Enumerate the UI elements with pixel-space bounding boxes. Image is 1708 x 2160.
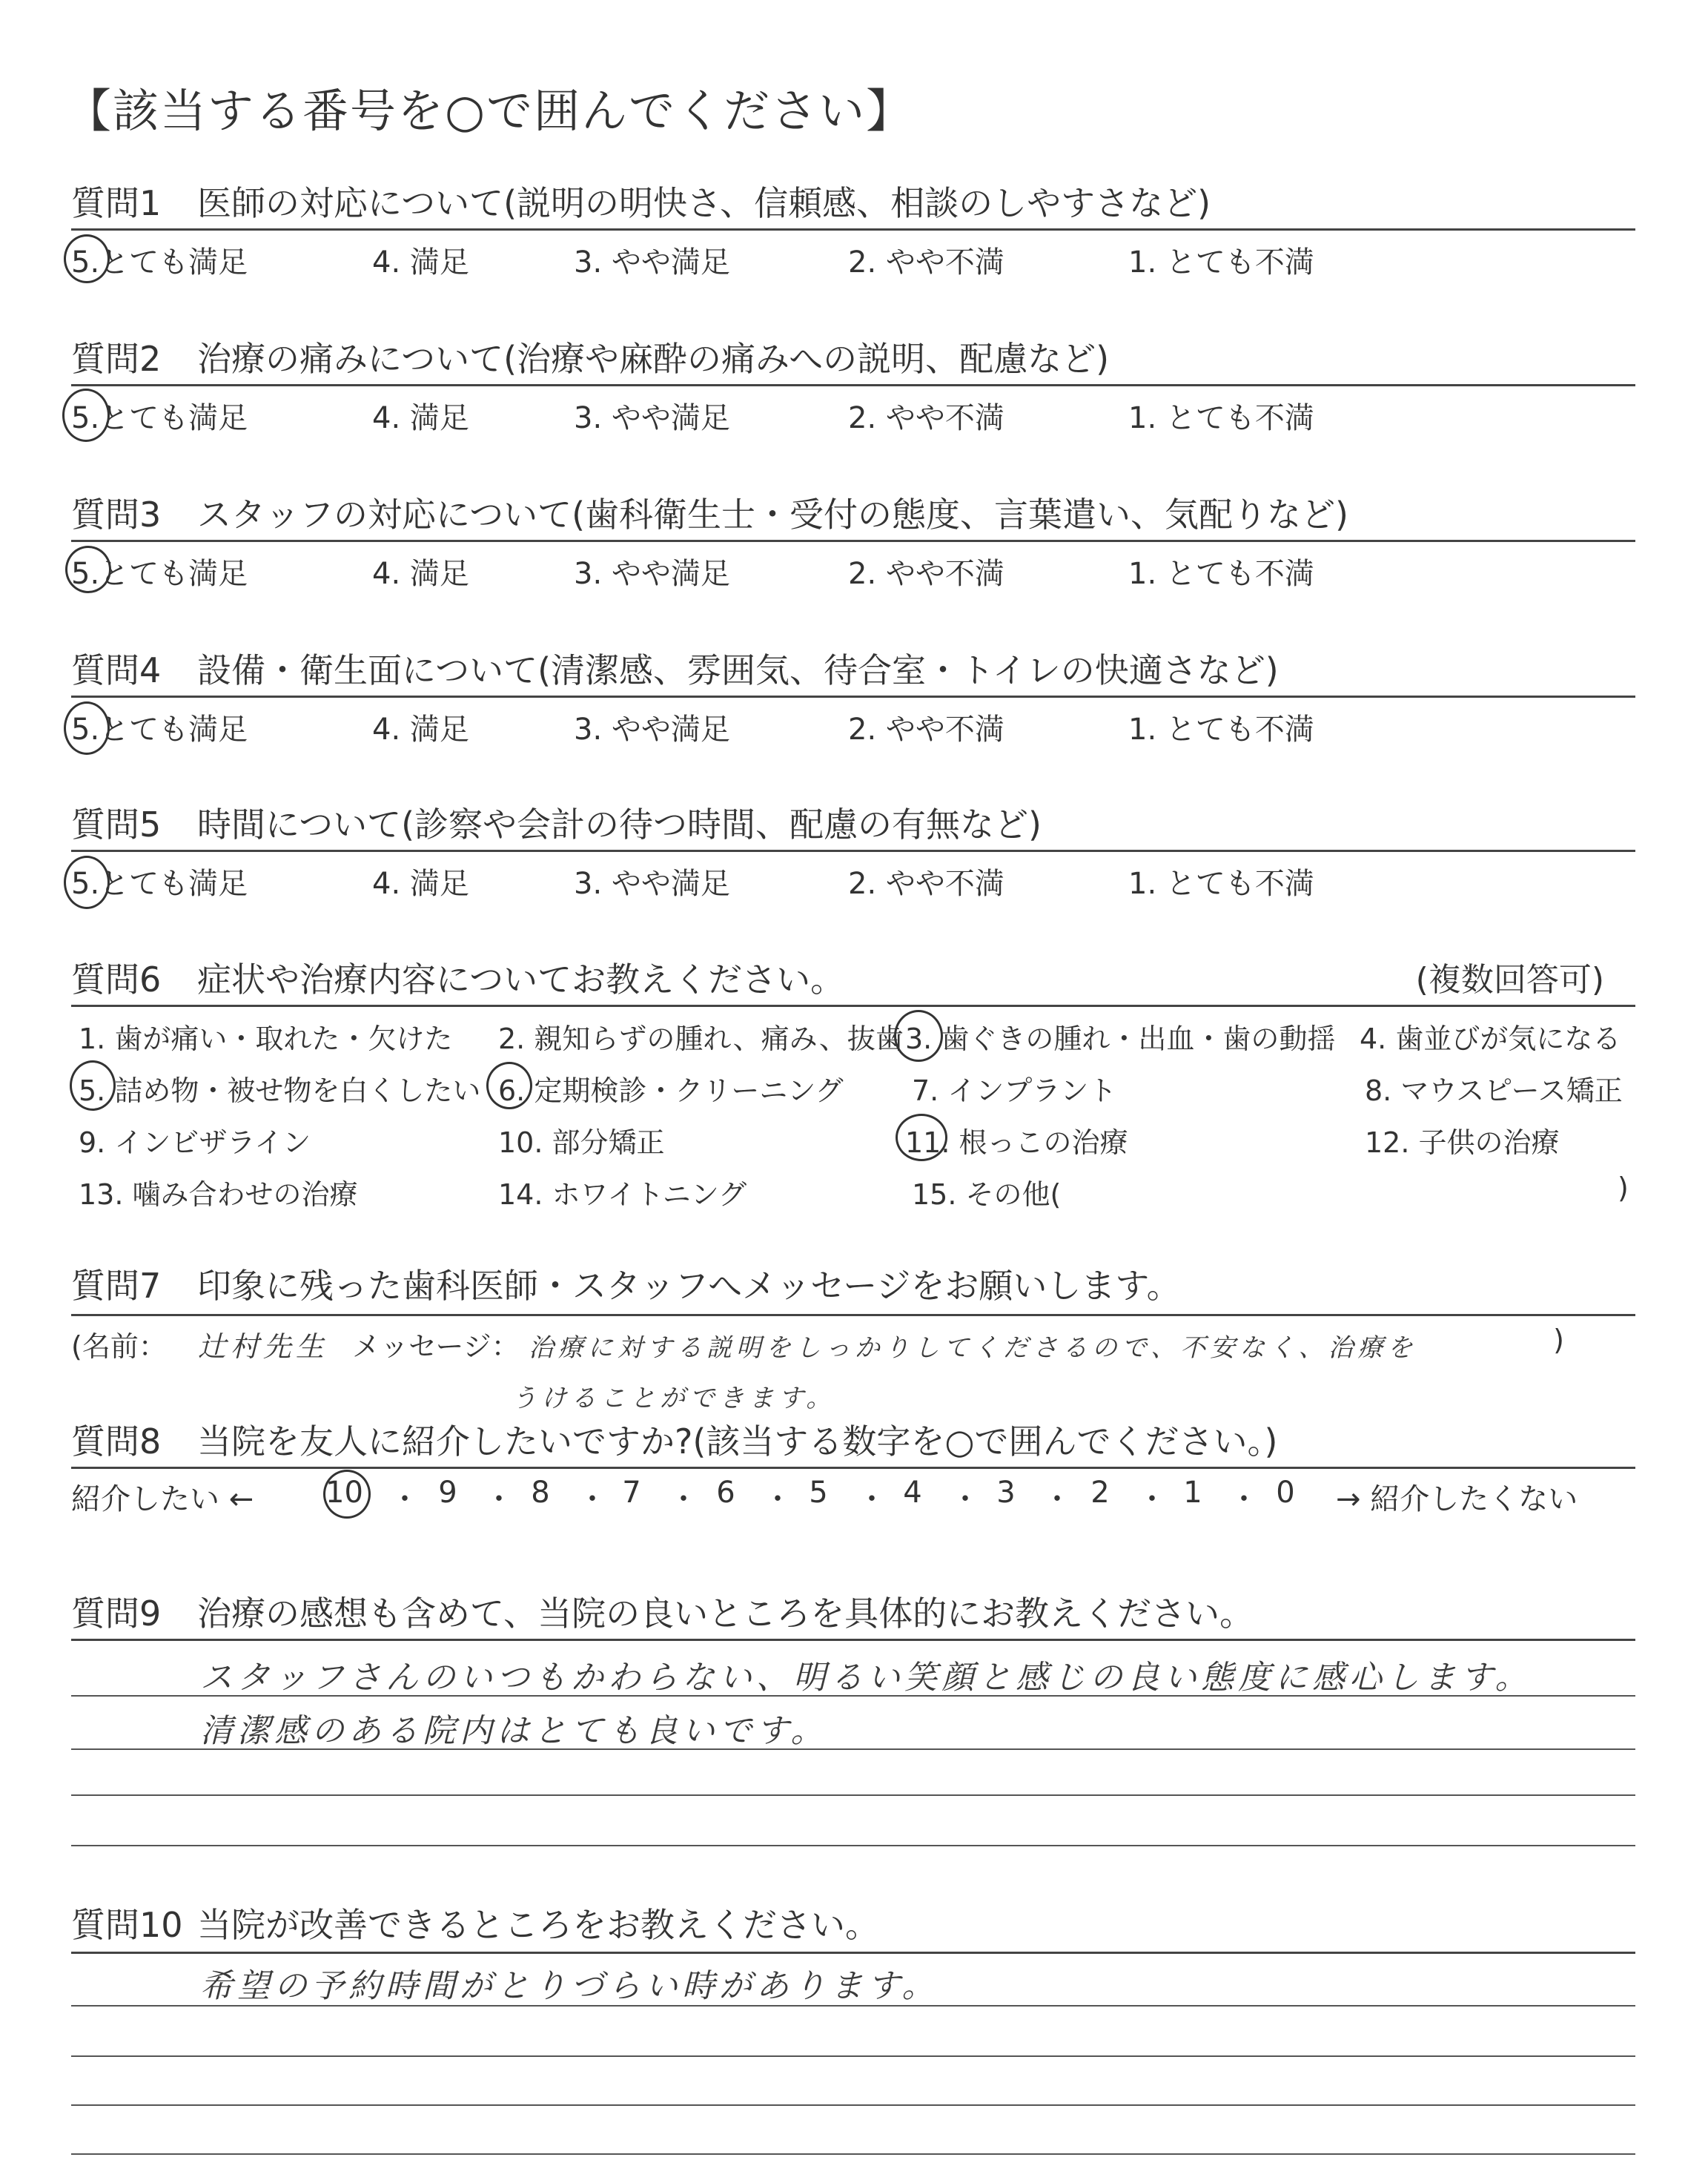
scale-9[interactable]: 9: [438, 1476, 457, 1510]
question-number: 質問1: [71, 183, 162, 223]
answer-rule: [71, 1845, 1635, 1846]
scale-0[interactable]: 0: [1276, 1476, 1295, 1510]
question-number: 質問10: [71, 1905, 183, 1945]
question-3-options: [71, 550, 1635, 595]
symptom-option-2[interactable]: 2. 親知らずの腫れ、痛み、抜歯: [498, 1023, 904, 1055]
option-5[interactable]: 5.とても満足: [71, 713, 248, 747]
option-3[interactable]: 3. やや満足: [574, 713, 730, 747]
answer-line-1[interactable]: 希望の予約時間がとりづらい時があります。: [200, 1967, 939, 2005]
option-2[interactable]: 2. やや不満: [848, 867, 1004, 901]
message-label: メッセージ：: [352, 1330, 520, 1363]
answer-rule: [71, 1695, 1635, 1697]
symptom-option-14[interactable]: 14. ホワイトニング: [498, 1178, 747, 1211]
separator: ・: [390, 1482, 420, 1516]
separator: ・: [577, 1482, 607, 1516]
question-6-options: [71, 1016, 1635, 1223]
divider: [71, 1952, 1635, 1954]
question-number: 質問3: [71, 495, 162, 535]
symptom-option-9[interactable]: 9. インビザライン: [79, 1126, 311, 1159]
symptom-option-13[interactable]: 13. 噛み合わせの治療: [79, 1178, 358, 1211]
divider: [71, 1005, 1635, 1007]
multiple-answers-note: (複数回答可): [1415, 961, 1604, 999]
scale-left-label: 紹介したい ←: [71, 1482, 254, 1516]
question-number: 質問2: [71, 339, 162, 379]
symptom-option-1[interactable]: 1. 歯が痛い・取れた・欠けた: [79, 1023, 453, 1055]
option-1[interactable]: 1. とても不満: [1128, 557, 1314, 591]
question-9-title: [71, 1587, 1254, 1636]
option-3[interactable]: 3. やや満足: [574, 557, 730, 591]
question-text: 症状や治療内容についてお教えください。: [197, 960, 845, 1000]
symptom-option-11[interactable]: 11. 根っこの治療: [905, 1126, 1128, 1159]
message-value[interactable]: 治療に対する説明をしっかりしてくださるので、不安なく、治療を: [528, 1333, 1417, 1363]
instruction-header: 【該当する番号を○で囲んでください】: [65, 84, 914, 138]
divider: [71, 1467, 1635, 1469]
separator: ・: [1137, 1482, 1167, 1516]
scale-3[interactable]: 3: [996, 1476, 1016, 1510]
message-line: [71, 1324, 1635, 1364]
question-1-title: [71, 176, 1211, 225]
question-text: スタッフの対応について(歯科衛生士・受付の態度、言葉遣い、気配りなど): [197, 495, 1348, 535]
symptom-option-15[interactable]: 15. その他(: [912, 1178, 1062, 1211]
option-1[interactable]: 1. とても不満: [1128, 713, 1314, 747]
divider: [71, 384, 1635, 386]
symptom-option-12[interactable]: 12. 子供の治療: [1365, 1126, 1560, 1159]
question-10-title: [71, 1898, 879, 1947]
name-label: (名前：: [71, 1330, 167, 1363]
option-4[interactable]: 4. 満足: [372, 557, 469, 591]
answer-line-2[interactable]: 清潔感のある院内はとても良いです。: [200, 1712, 828, 1750]
option-5[interactable]: 5.とても満足: [71, 245, 248, 280]
option-5[interactable]: 5.とても満足: [71, 401, 248, 435]
question-text: 印象に残った歯科医師・スタッフへメッセージをお願いします。: [197, 1266, 1181, 1306]
message-continuation[interactable]: うけることができます。: [512, 1384, 836, 1413]
option-1[interactable]: 1. とても不満: [1128, 867, 1314, 901]
separator: ・: [1042, 1482, 1072, 1516]
option-1[interactable]: 1. とても不満: [1128, 401, 1314, 435]
scale-right-label: → 紹介したくない: [1336, 1482, 1578, 1516]
option-1[interactable]: 1. とても不満: [1128, 245, 1314, 280]
option-4[interactable]: 4. 満足: [372, 245, 469, 280]
question-number: 質問4: [71, 650, 162, 690]
question-number: 質問7: [71, 1266, 162, 1306]
option-4[interactable]: 4. 満足: [372, 713, 469, 747]
symptom-option-4[interactable]: 4. 歯並びが気になる: [1360, 1023, 1621, 1055]
divider: [71, 696, 1635, 698]
option-3[interactable]: 3. やや満足: [574, 401, 730, 435]
scale-7[interactable]: 7: [622, 1476, 641, 1510]
scale-2[interactable]: 2: [1090, 1476, 1110, 1510]
question-number: 質問5: [71, 805, 162, 845]
symptom-option-8[interactable]: 8. マウスピース矯正: [1365, 1074, 1623, 1107]
symptom-option-7[interactable]: 7. インプラント: [912, 1074, 1117, 1107]
question-5-options: [71, 860, 1635, 905]
symptom-option-10[interactable]: 10. 部分矯正: [498, 1126, 665, 1159]
option-3[interactable]: 3. やや満足: [574, 867, 730, 901]
question-4-title: [71, 644, 1279, 693]
separator: ・: [763, 1482, 792, 1516]
question-4-options: [71, 706, 1635, 750]
separator: ・: [484, 1482, 514, 1516]
divider: [71, 228, 1635, 231]
question-8-title: [71, 1415, 1277, 1464]
option-2[interactable]: 2. やや不満: [848, 401, 1004, 435]
symptom-option-5[interactable]: 5. 詰め物・被せ物を白くしたい: [79, 1074, 481, 1107]
divider: [71, 540, 1635, 542]
option-2[interactable]: 2. やや不満: [848, 245, 1004, 280]
scale-8[interactable]: 8: [531, 1476, 550, 1510]
divider: [71, 1314, 1635, 1316]
answer-rule: [71, 1794, 1635, 1796]
question-2-title: [71, 332, 1109, 381]
separator: ・: [950, 1482, 980, 1516]
name-value[interactable]: 辻村先生: [197, 1330, 328, 1363]
separator: ・: [669, 1482, 698, 1516]
symptom-option-6[interactable]: 6. 定期検診・クリーニング: [498, 1074, 844, 1107]
separator: ・: [1229, 1482, 1259, 1516]
question-text: 治療の痛みについて(治療や麻酔の痛みへの説明、配慮など): [197, 339, 1110, 379]
question-7-title: [71, 1259, 1181, 1308]
question-text: 当院が改善できるところをお教えください。: [197, 1905, 879, 1945]
scale-1[interactable]: 1: [1183, 1476, 1202, 1510]
question-text: 治療の感想も含めて、当院の良いところを具体的にお教えください。: [197, 1593, 1254, 1634]
separator: ・: [857, 1482, 887, 1516]
scale-6[interactable]: 6: [716, 1476, 735, 1510]
question-number: 質問6: [71, 960, 162, 1000]
answer-rule: [71, 2104, 1635, 2106]
option-3[interactable]: 3. やや満足: [574, 245, 730, 280]
question-number: 質問9: [71, 1593, 162, 1634]
option-4[interactable]: 4. 満足: [372, 401, 469, 435]
scale-4[interactable]: 4: [903, 1476, 922, 1510]
question-3-title: [71, 488, 1348, 537]
divider: [71, 1639, 1635, 1641]
answer-rule: [71, 2153, 1635, 2155]
question-number: 質問8: [71, 1421, 162, 1462]
scale-5[interactable]: 5: [809, 1476, 828, 1510]
scale-10[interactable]: 10: [325, 1476, 363, 1510]
question-text: 医師の対応について(説明の明快さ、信頼感、相談のしやすさなど): [197, 183, 1211, 223]
answer-rule: [71, 2055, 1635, 2057]
answer-rule: [71, 1748, 1635, 1750]
option-5[interactable]: 5.とても満足: [71, 557, 248, 591]
option-5[interactable]: 5.とても満足: [71, 867, 248, 901]
question-2-options: [71, 394, 1635, 439]
answer-line-1[interactable]: スタッフさんのいつもかわらない、明るい笑顔と感じの良い態度に感心します。: [200, 1659, 1532, 1697]
option-2[interactable]: 2. やや不満: [848, 713, 1004, 747]
question-1-options: [71, 239, 1635, 283]
answer-rule: [71, 2005, 1635, 2007]
question-text: 設備・衛生面について(清潔感、雰囲気、待合室・トイレの快適さなど): [197, 650, 1279, 690]
divider: [71, 850, 1635, 852]
option-4[interactable]: 4. 満足: [372, 867, 469, 901]
question-6-title: [71, 953, 844, 1002]
question-text: 当院を友人に紹介したいですか?(該当する数字を○で囲んでください。): [197, 1421, 1278, 1462]
other-close-paren: ): [1618, 1172, 1629, 1204]
question-text: 時間について(診察や会計の待つ時間、配慮の有無など): [197, 805, 1042, 845]
option-2[interactable]: 2. やや不満: [848, 557, 1004, 591]
symptom-option-3[interactable]: 3. 歯ぐきの腫れ・出血・歯の動揺: [905, 1023, 1336, 1055]
question-5-title: [71, 798, 1042, 847]
close-paren: ): [1553, 1324, 1564, 1356]
